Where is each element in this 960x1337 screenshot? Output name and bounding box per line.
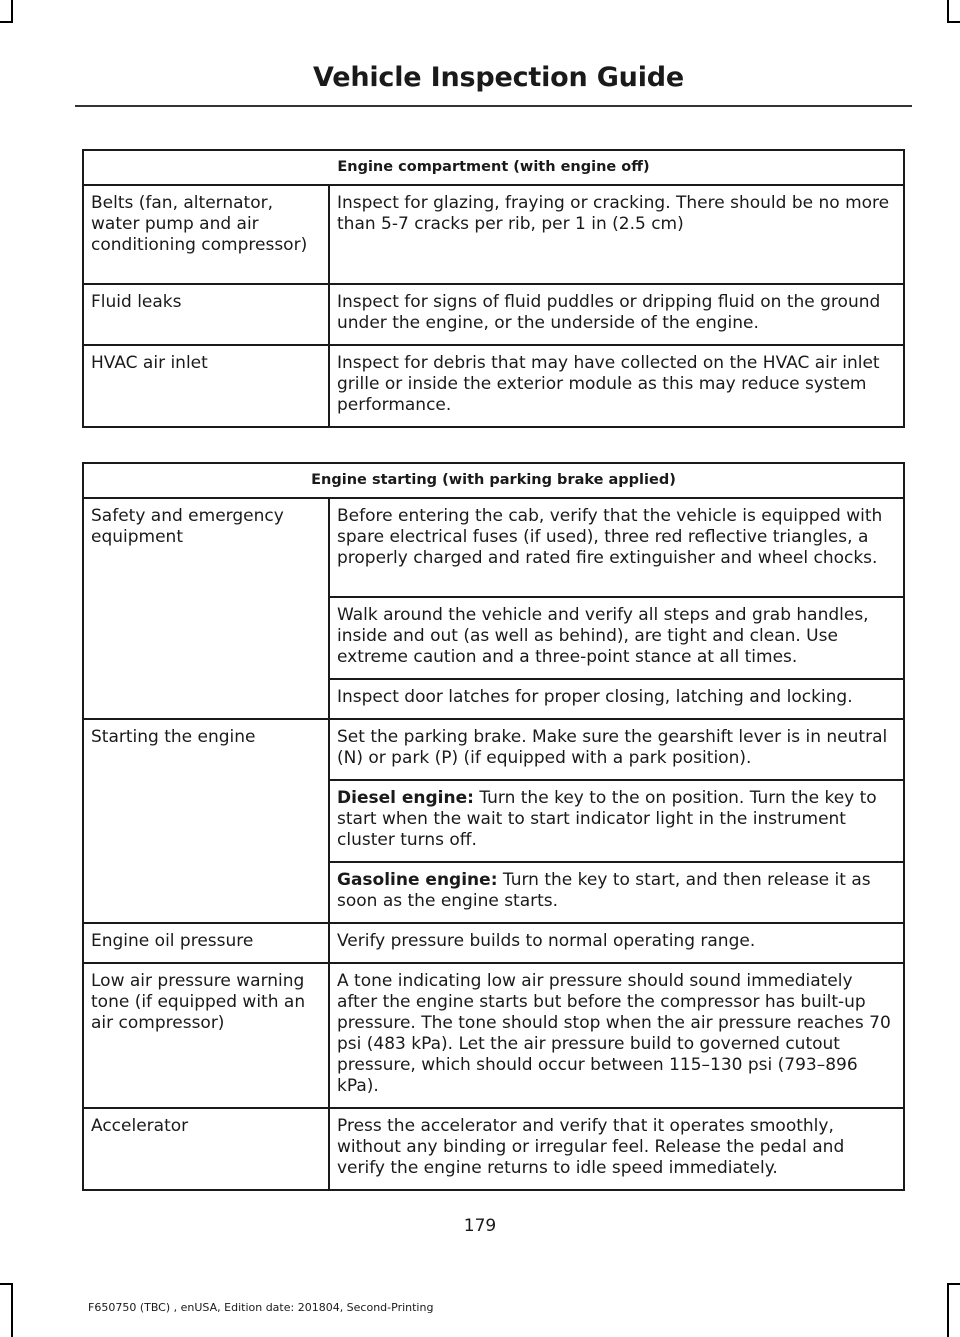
table-row (83, 963, 904, 1108)
crop-mark-top-right (947, 0, 949, 23)
crop-mark-bottom-right (947, 1283, 949, 1337)
table-row (83, 345, 904, 427)
page-number: 179 (463, 1216, 497, 1236)
item-cell: Low air pressure warning tone (if equipped with an air compressor) (83, 963, 329, 1108)
description-cell (329, 780, 904, 862)
engine-compartment-table (82, 149, 905, 428)
item-cell: Safety and emergency equipment (83, 498, 329, 719)
description-cell: Press the accelerator and verify that it operates smoothly, without any binding or irregular feel. Release the pedal and verify the engine returns to idle speed immediately. (329, 1108, 904, 1190)
crop-mark-bottom-left (11, 1283, 13, 1337)
description-cell: Inspect for glazing, fraying or cracking. There should be no more than 5-7 cracks per rib, per 1 in (2.5 cm) (329, 185, 904, 284)
footer-edition: F650750 (TBC) , enUSA, Edition date: 201804, Second-Printing (88, 1301, 434, 1314)
description-cell: Inspect for signs of fluid puddles or dripping fluid on the ground under the engine, or the underside of the engine. (329, 284, 904, 345)
table-title: Engine compartment (with engine off) (83, 150, 904, 185)
description-cell: Verify pressure builds to normal operating range. (329, 923, 904, 963)
description-cell: Walk around the vehicle and verify all steps and grab handles, inside and out (as well as behind), are tight and clean. Use extreme caution and a three-point stance at all times. (329, 597, 904, 679)
header-divider (75, 105, 912, 107)
description-cell: Set the parking brake. Make sure the gearshift lever is in neutral (N) or park (P) (if equipped with a park position). (329, 719, 904, 780)
table-title: Engine starting (with parking brake applied) (83, 463, 904, 498)
diesel-engine-label: Diesel engine: (337, 788, 474, 808)
crop-mark-top-left (11, 0, 13, 23)
table-row (83, 1108, 904, 1190)
item-cell: HVAC air inlet (83, 345, 329, 427)
item-cell: Starting the engine (83, 719, 329, 923)
table-row (83, 498, 904, 597)
table-row (83, 719, 904, 780)
description-cell: Inspect door latches for proper closing, latching and locking. (329, 679, 904, 719)
crop-mark-bottom-left-h (0, 1283, 13, 1285)
gasoline-engine-text: Turn the key to start, and then release it as soon as the engine starts. (337, 870, 871, 911)
item-cell: Fluid leaks (83, 284, 329, 345)
diesel-engine-text: Turn the key to the on position. Turn the key to start when the wait to start indicator light in the instrument cluster turns off. (337, 788, 877, 850)
item-cell: Accelerator (83, 1108, 329, 1190)
gasoline-engine-label: Gasoline engine: (337, 870, 498, 890)
table-row (83, 185, 904, 284)
table-row (83, 923, 904, 963)
description-cell: A tone indicating low air pressure should sound immediately after the engine starts but before the compressor has built-up pressure. The tone should stop when the air pressure reaches 70 psi (483 kPa). Let the air pressure build to governed cutout pressure, which should occur between 115–130 psi (793–896 kPa). (329, 963, 904, 1108)
crop-mark-top-left-h (0, 21, 13, 23)
item-cell: Belts (fan, alternator, water pump and air conditioning compressor) (83, 185, 329, 284)
page-title: Vehicle Inspection Guide (313, 62, 684, 93)
item-cell: Engine oil pressure (83, 923, 329, 963)
description-cell (329, 862, 904, 923)
engine-starting-table (82, 462, 905, 1191)
table-row (83, 284, 904, 345)
description-cell: Before entering the cab, verify that the vehicle is equipped with spare electrical fuses (if used), three red reflective triangles, a properly charged and rated fire extinguisher and wheel chocks. (329, 498, 904, 597)
crop-mark-top-right-h (947, 21, 960, 23)
crop-mark-bottom-right-h (947, 1283, 960, 1285)
description-cell: Inspect for debris that may have collected on the HVAC air inlet grille or inside the exterior module as this may reduce system performance. (329, 345, 904, 427)
